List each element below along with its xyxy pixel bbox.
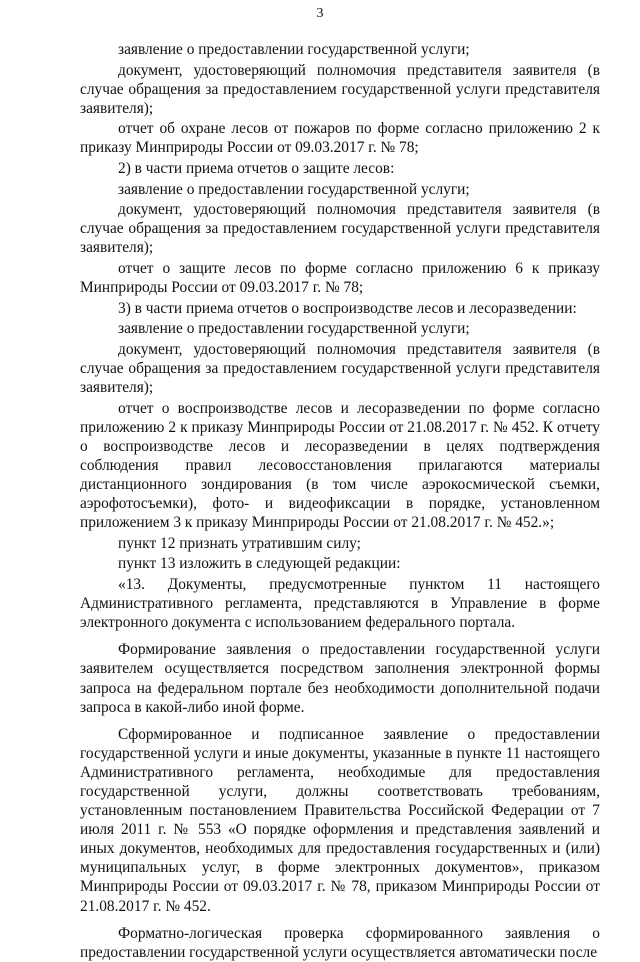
- paragraph-application: заявление о предоставлении государственной услуги;: [118, 320, 470, 338]
- page-number: 3: [316, 6, 324, 21]
- paragraph-application: заявление о предоставлении государственной услуги;: [118, 41, 470, 58]
- paragraph-item-3: 3) в части приема отчетов о воспроизводстве лесов и лесоразведении:: [118, 299, 577, 317]
- paragraph-representative-doc: документ, удостоверяющий полномочия представителя заявителя (в случае обращения за предоставлением государственной услуги представителя заявителя);: [80, 201, 600, 257]
- paragraph-clause-12: пункт 12 признать утратившим силу;: [118, 534, 361, 552]
- paragraph-representative-doc: документ, удостоверяющий полномочия представителя заявителя (в случае обращения за предоставлением государственной услуги представителя заявителя);: [80, 61, 600, 117]
- paragraph-clause-13-intro: пункт 13 изложить в следующей редакции:: [118, 555, 401, 573]
- paragraph-requirements: Сформированное и подписанное заявление о предоставлении государственной услуги и иные документы, указанные в пункте 11 настоящего Административного регламента, необходимые для предоставления государственной услуги, должны соответствовать требованиям, установленным постановлением Правительства Российской Федерации от 7 июля 2011 г. № 553 «О порядке оформления и представления заявлений и иных документов, необходимых для предоставления государственных и (или) муниципальных услуг, в форме электронных документов», приказом Минприроды России от 09.03.2017 г. № 78, приказом Минприроды России от 21.08.2017 г. № 452.: [80, 725, 600, 915]
- paragraph-application: заявление о предоставлении государственной услуги;: [118, 180, 470, 198]
- paragraph-representative-doc: документ, удостоверяющий полномочия представителя заявителя (в случае обращения за предоставлением государственной услуги представителя заявителя);: [80, 340, 600, 397]
- paragraph-protection-report: отчет о защите лесов по форме согласно приложению 6 к приказу Минприроды России от 09.03.2017 г. № 78;: [80, 260, 600, 297]
- paragraph-format-check: Форматно-логическая проверка сформированного заявления о предоставлении государственной услуги осуществляется автоматически после: [80, 924, 600, 961]
- paragraph-clause-13: «13. Документы, предусмотренные пунктом 11 настоящего Административного регламента, представляются в Управление в форме электронного документа с использованием федерального портала.: [80, 576, 600, 632]
- paragraph-fire-report: отчет об охране лесов от пожаров по форме согласно приложению 2 к приказу Минприроды России от 09.03.2017 г. № 78;: [80, 120, 600, 157]
- paragraph-item-2: 2) в части приема отчетов о защите лесов:: [118, 160, 395, 178]
- paragraph-reproduction-report: отчет о воспроизводстве лесов и лесоразведении по форме согласно приложению 2 к приказу Минприроды России от 21.08.2017 г. № 452. К отчету о воспроизводстве лесов и лесоразведении в целях подтверждения соблюдения правил лесовосстановления прилагаются материалы дистанционного зондирования (в том числе аэрокосмической съемки, аэрофотосъемки), фото- и видеофиксации в порядке, установленном приложением 3 к приказу Минприроды России от 21.08.2017 г. № 452.»;: [80, 399, 600, 532]
- document-body: [80, 40, 600, 962]
- paragraph-form-filling: Формирование заявления о предоставлении государственной услуги заявителем осуществляется посредством заполнения электронной формы запроса на федеральном портале без необходимости дополнительной подачи запроса в какой-либо иной форме.: [80, 641, 600, 716]
